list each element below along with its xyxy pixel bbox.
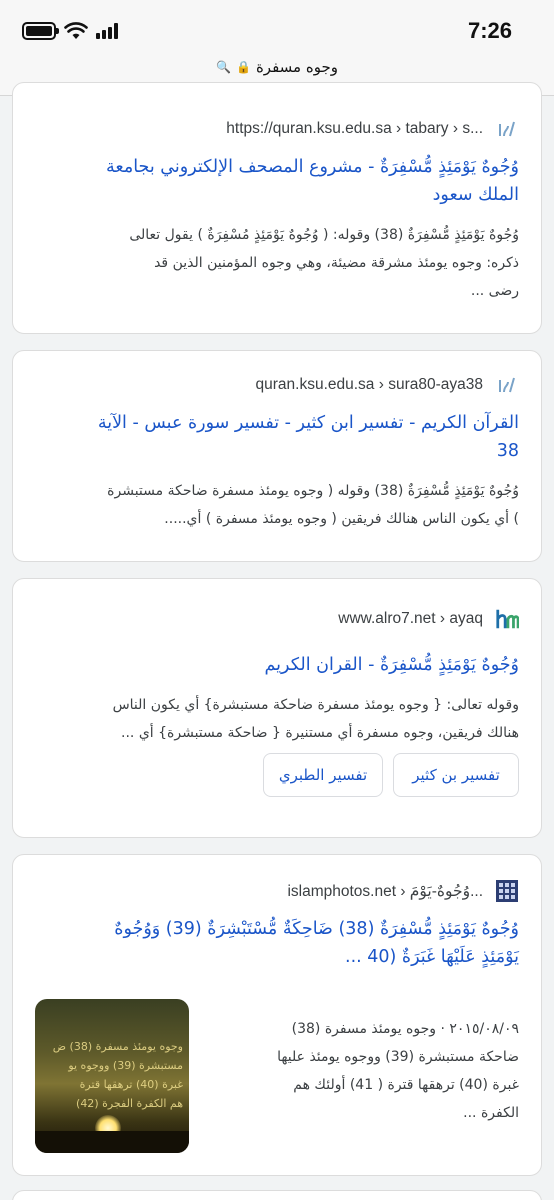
grid-icon xyxy=(495,879,519,903)
chip-label[interactable]: تفسير بن كثير xyxy=(412,766,500,784)
result-snippet xyxy=(35,691,519,747)
result-snippet xyxy=(197,1015,519,1127)
snippet-text: وجوه يومئذ مسفرة (38) xyxy=(291,1021,437,1037)
search-result-card xyxy=(12,578,542,838)
thumbnail-text-line: وجوه يومئذ مسفرة (38) ض xyxy=(52,1040,183,1053)
result-snippet xyxy=(35,221,519,305)
result-source[interactable] xyxy=(35,607,519,631)
alro7-logo-icon xyxy=(495,607,519,631)
address-bar[interactable] xyxy=(0,58,554,76)
result-url[interactable]: islamphotos.net › وُجُوهٌ-يَوْمَ... xyxy=(287,882,483,900)
quran-site-icon xyxy=(495,373,519,397)
result-title-line[interactable]: 38 xyxy=(496,441,519,461)
result-url[interactable]: https://quran.ksu.edu.sa › tabary › s... xyxy=(226,120,483,137)
horizon-silhouette xyxy=(35,1131,189,1153)
search-result-card xyxy=(12,854,542,1176)
result-title-line[interactable]: القرآن الكريم - تفسير ابن كثير - تفسير سورة عبس - الآية xyxy=(97,413,519,433)
clock-time: 7:26 xyxy=(467,18,512,43)
lock-icon: 🔒 xyxy=(235,60,251,74)
result-title-link[interactable] xyxy=(35,651,519,679)
status-icons xyxy=(22,22,118,40)
search-result-card xyxy=(12,350,542,562)
thumbnail-overlay-text xyxy=(35,1037,183,1113)
snippet-line: غبرة (40) ترهقها قترة ( 41) أولئك هم xyxy=(293,1077,519,1093)
snippet-line: وُجُوهٌ يَوْمَئِذٍ مُّسْفِرَةٌ (38) وقوله ( وجوه يومئذ مسفرة ضاحكة مستبشرة xyxy=(107,483,519,499)
result-snippet xyxy=(35,477,519,533)
result-title-line[interactable]: الملك سعود xyxy=(432,185,519,205)
signal-icon xyxy=(96,23,118,39)
snippet-line: الكفرة ... xyxy=(463,1105,519,1121)
result-url[interactable]: quran.ksu.edu.sa › sura80-aya38 xyxy=(255,376,483,393)
snippet-line: رضى ... xyxy=(470,283,519,299)
result-title-link[interactable] xyxy=(35,409,519,465)
snippet-line: ) أي يكون الناس هنالك فريقين ( وجوه يومئذ مسفرة ) أي..... xyxy=(164,511,519,527)
snippet-line: وقوله تعالى: { وجوه يومئذ مسفرة ضاحكة مستبشرة} أي يكون الناس xyxy=(112,697,519,713)
sitelink-chip-tabari[interactable] xyxy=(263,753,383,797)
snippet-line: هنالك فريقين، وجوه مسفرة أي مستنيرة { ضاحكة مستبشرة} أي ... xyxy=(121,725,519,741)
result-date: ٢٠١٥/٠٨/٠٩ xyxy=(449,1021,519,1037)
result-title-line[interactable]: وُجُوهٌ يَوْمَئِذٍ مُّسْفِرَةٌ - القران الكريم xyxy=(264,655,519,675)
result-title-line[interactable]: وُجُوهٌ يَوْمَئِذٍ مُّسْفِرَةٌ (38) ضَاحِكَةٌ مُّسْتَبْشِرَةٌ (39) وَوُجُوهٌ xyxy=(114,919,519,939)
thumbnail-text-line: هم الكفرة الفجرة (42) xyxy=(76,1097,183,1110)
battery-icon xyxy=(22,22,56,40)
result-source[interactable] xyxy=(35,373,519,397)
snippet-line xyxy=(197,1015,519,1043)
address-bar-query[interactable]: وجوه مسفرة xyxy=(255,58,338,76)
sitelink-chip-ibn-kathir[interactable] xyxy=(393,753,519,797)
quran-site-icon xyxy=(495,117,519,141)
search-icon: 🔍 xyxy=(216,60,231,74)
result-title-line[interactable]: وُجُوهٌ يَوْمَئِذٍ مُّسْفِرَةٌ - مشروع المصحف الإلكتروني بجامعة xyxy=(106,157,519,177)
wifi-icon xyxy=(64,22,88,40)
result-title-link[interactable] xyxy=(35,915,519,971)
result-title-link[interactable] xyxy=(35,153,519,209)
search-result-card-partial xyxy=(12,1190,542,1200)
snippet-line: ضاحكة مستبشرة (39) ووجوه يومئذ عليها xyxy=(277,1049,519,1065)
date-separator: · xyxy=(436,1021,445,1037)
result-source[interactable] xyxy=(35,117,519,141)
chip-label[interactable]: تفسير الطبري xyxy=(278,766,368,784)
thumbnail-text-line: مستبشرة (39) ووجوه يو xyxy=(68,1059,183,1072)
result-title-line[interactable]: يَوْمَئِذٍ عَلَيْهَا غَبَرَةٌ (40 ... xyxy=(345,947,519,967)
result-thumbnail-image[interactable] xyxy=(35,999,189,1153)
result-source[interactable] xyxy=(35,879,519,903)
result-url[interactable]: www.alro7.net › ayaq xyxy=(338,610,483,627)
thumbnail-text-line: غبرة (40) ترهقها قترة xyxy=(79,1078,183,1091)
search-result-card xyxy=(12,82,542,334)
snippet-line: وُجُوهٌ يَوْمَئِذٍ مُّسْفِرَةٌ (38) وقوله: ( وُجُوهٌ يَوْمَئِذٍ مُسْفِرَةٌ ) يقول تعالى xyxy=(129,227,519,243)
snippet-line: ذكره: وجوه يومئذ مشرقة مضيئة، وهي وجوه المؤمنين الذين قد xyxy=(154,255,519,271)
